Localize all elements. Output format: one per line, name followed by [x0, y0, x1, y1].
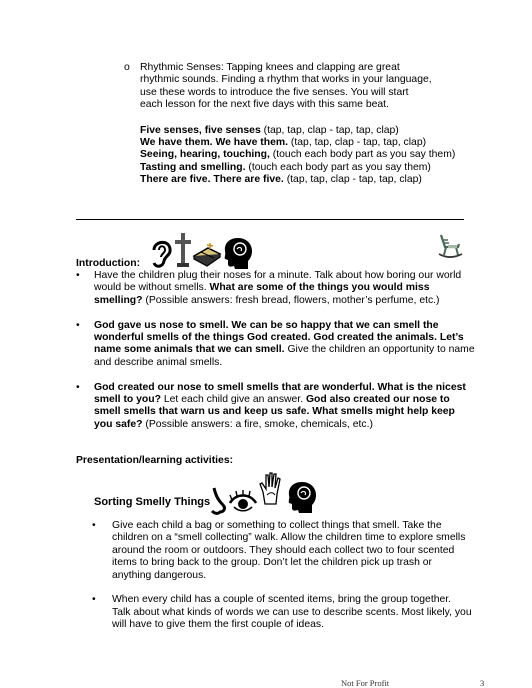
head-silhouette-icon	[286, 480, 318, 514]
bullet-marker: •	[76, 270, 80, 281]
list-item: • Have the children plug their noses for a minute. Talk about how boring our world would be without smells. What are some of the things you would miss smelling? (Possible answers: fresh bread, flowers, mother’s perfume, etc.)	[76, 270, 462, 306]
list-item: • Give each child a bag or something to collect things that smell. Take the children on a “smell collecting” walk. Allow the children time to explore smells around the room or outdoors. They should each collect two to four scented items to bring back to the group. Don’t let the children pick up trash or anything dangerous.	[92, 520, 466, 581]
chant-lines	[140, 125, 464, 187]
list-item: • God gave us nose to smell. We can be so happy that we can smell the wonderful smells of the things God created. God created the animals. Let’s name some animals that we can smell. Give the children an opportunity to name and describe animal smells.	[76, 319, 475, 368]
rhythm-section	[124, 62, 464, 187]
text-line: Rhythmic Senses: Tapping knees and clapping are great	[140, 62, 400, 73]
hand-icon	[258, 470, 284, 506]
list-item: • When every child has a couple of scented items, bring the group together. Talk about what kinds of words we can use to describe scents. Most likely, you will have to give them the first couple of ideas.	[92, 594, 472, 631]
bullet-marker: •	[92, 594, 96, 606]
introduction-bullets	[76, 270, 476, 431]
chant-line: Tasting and smelling. (touch each body part as you say them)	[140, 161, 431, 173]
introduction-heading: Introduction:	[76, 258, 141, 269]
chant-line: Five senses, five senses (tap, tap, clap - tap, tap, clap)	[140, 124, 399, 136]
sorting-heading: Sorting Smelly Things	[94, 496, 211, 508]
bullet-marker: •	[76, 319, 80, 331]
page-number: 3	[480, 678, 485, 688]
chant-line: Seeing, hearing, touching, (touch each body part as you say them)	[140, 149, 456, 161]
cross-icon	[174, 232, 192, 268]
list-item: • God created our nose to smell smells that are wonderful. What is the nicest smell to you? Let each child give an answer. God also created our nose to smell smells that warn us and keep us safe. What smells might help keep you safe? (Possible answers: a fire, smoke, chemicals, etc.)	[76, 381, 466, 430]
chant-line: There are five. There are five. (tap, tap, clap - tap, tap, clap)	[140, 174, 422, 186]
bullet-marker: •	[92, 520, 96, 531]
text-line: rhythmic sounds. Finding a rhythm that works in your language,	[140, 74, 432, 86]
bullet-marker: •	[76, 381, 80, 393]
horizontal-divider	[76, 219, 464, 220]
chant-line: We have them. We have them. (tap, tap, clap - tap, tap, clap)	[140, 137, 427, 149]
rocking-chair-icon	[436, 232, 464, 260]
text-line: each lesson for the next five days with this same beat.	[140, 99, 389, 111]
presentation-heading: Presentation/learning activities:	[76, 455, 234, 466]
head-silhouette-icon	[222, 236, 254, 270]
presentation-bullets	[92, 520, 472, 632]
text-line: use these words to introduce the five senses. You will start	[140, 86, 409, 98]
eye-icon	[228, 490, 258, 514]
rhythm-paragraph	[140, 62, 464, 112]
list-marker: o	[124, 62, 130, 73]
ear-icon	[148, 236, 174, 270]
bible-icon	[192, 240, 222, 268]
nose-icon	[206, 486, 228, 516]
footer-text: Not For Profit	[341, 678, 390, 688]
